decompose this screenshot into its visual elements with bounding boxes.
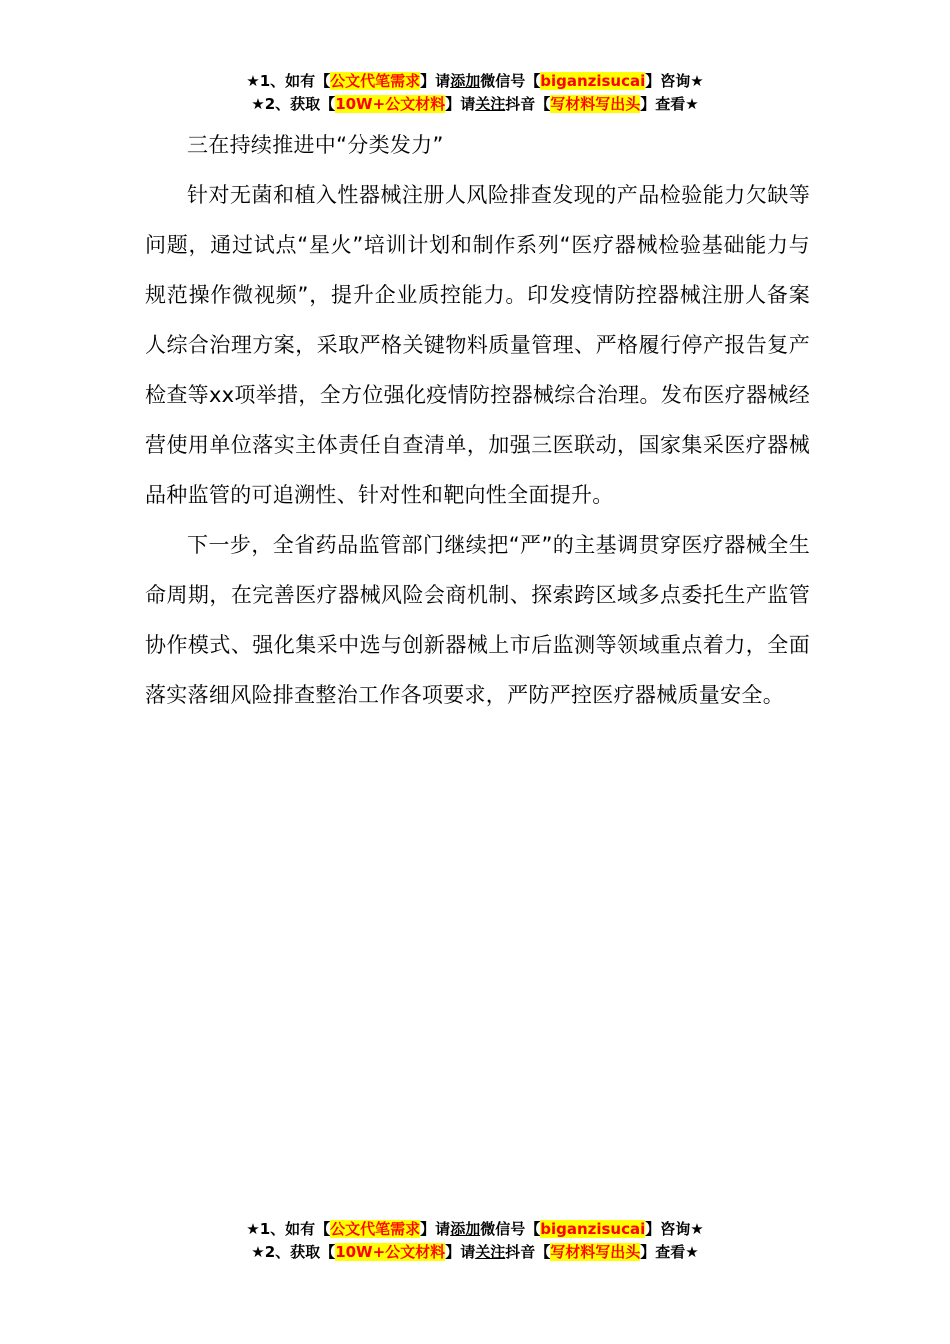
banner-line-2 bbox=[0, 1241, 950, 1264]
banner-text: ★2、获取【 bbox=[251, 1243, 336, 1261]
footer-banner bbox=[0, 1218, 950, 1264]
banner-text: ★1、如有【 bbox=[246, 1220, 331, 1238]
banner-text: ★2、获取【 bbox=[251, 95, 336, 113]
banner-text: 】请 bbox=[445, 1243, 476, 1261]
banner-text: 】请 bbox=[420, 72, 451, 90]
highlight-text: 公文代笔需求 bbox=[330, 72, 421, 90]
body-paragraph: 下一步，全省药品监管部门继续把“严”的主基调贯穿医疗器械全生命周期，在完善医疗器械风险会商机制、探索跨区域多点委托生产监管协作模式、强化集采中选与创新器械上市后监测等领域重点着力，全面落实落细风险排查整治工作各项要求，严防严控医疗器械质量安全。 bbox=[145, 533, 810, 707]
highlight-text: 写材料写出头 bbox=[550, 95, 641, 113]
highlight-text: biganzisucai bbox=[540, 1220, 646, 1238]
banner-text: 】咨询★ bbox=[645, 72, 704, 90]
underlined-text: 添加 bbox=[450, 1220, 481, 1238]
banner-line-1 bbox=[0, 70, 950, 93]
highlight-text: biganzisucai bbox=[540, 72, 646, 90]
banner-text: 微信号【 bbox=[480, 72, 541, 90]
header-banner bbox=[0, 70, 950, 116]
banner-line-2 bbox=[0, 93, 950, 116]
highlight-text: 公文代笔需求 bbox=[330, 1220, 421, 1238]
banner-text: 】请 bbox=[445, 95, 476, 113]
underlined-text: 添加 bbox=[450, 72, 481, 90]
banner-line-1 bbox=[0, 1218, 950, 1241]
banner-text: 】查看★ bbox=[640, 1243, 699, 1261]
highlight-text: 10W+公文材料 bbox=[335, 1243, 446, 1261]
banner-text: 微信号【 bbox=[480, 1220, 541, 1238]
section-heading: 三在持续推进中“分类发力” bbox=[187, 133, 444, 157]
document-body bbox=[145, 120, 810, 720]
underlined-text: 关注 bbox=[475, 95, 506, 113]
banner-text: ★1、如有【 bbox=[246, 72, 331, 90]
banner-text: 】咨询★ bbox=[645, 1220, 704, 1238]
banner-text: 抖音【 bbox=[505, 95, 551, 113]
body-paragraph: 针对无菌和植入性器械注册人风险排查发现的产品检验能力欠缺等问题，通过试点“星火”培训计划和制作系列“医疗器械检验基础能力与规范操作微视频”，提升企业质控能力。印发疫情防控器械注册人备案人综合治理方案，采取严格关键物料质量管理、严格履行停产报告复产检查等xx项举措，全方位强化疫情防控器械综合治理。发布医疗器械经营使用单位落实主体责任自查清单，加强三医联动，国家集采医疗器械品种监管的可追溯性、针对性和靶向性全面提升。 bbox=[145, 183, 810, 507]
underlined-text: 关注 bbox=[475, 1243, 506, 1261]
highlight-text: 写材料写出头 bbox=[550, 1243, 641, 1261]
banner-text: 】查看★ bbox=[640, 95, 699, 113]
highlight-text: 10W+公文材料 bbox=[335, 95, 446, 113]
banner-text: 抖音【 bbox=[505, 1243, 551, 1261]
banner-text: 】请 bbox=[420, 1220, 451, 1238]
